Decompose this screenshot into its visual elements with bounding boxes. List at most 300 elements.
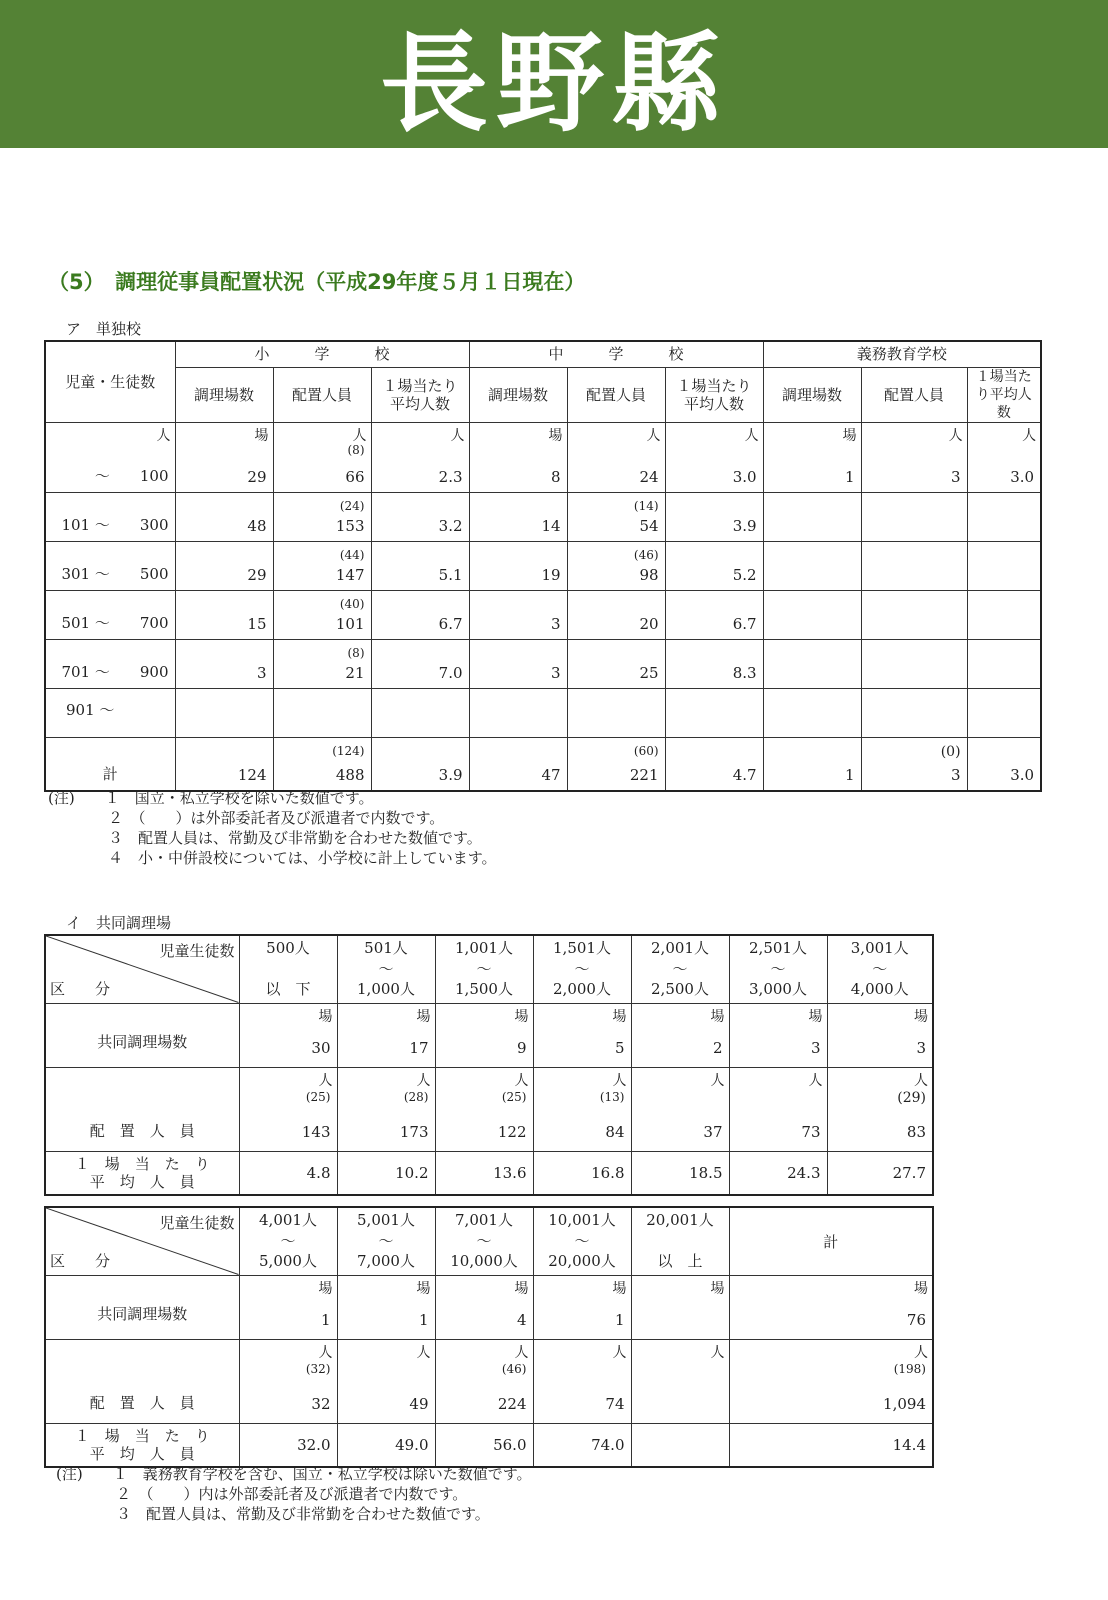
outsourced-count: (28) xyxy=(403,1089,429,1104)
cell-value: 47 xyxy=(541,766,561,784)
data-cell xyxy=(861,590,967,639)
unit-label: 場 xyxy=(914,1280,928,1297)
outsourced-count: (40) xyxy=(339,596,365,611)
data-cell xyxy=(435,1003,533,1067)
size-range-header xyxy=(337,1207,435,1275)
data-cell xyxy=(533,1151,631,1195)
size-range-header xyxy=(239,935,337,1003)
data-cell xyxy=(567,688,665,737)
cell-value: 122 xyxy=(497,1122,527,1141)
range-to: 4,000人 xyxy=(850,980,909,998)
data-cell xyxy=(469,492,567,541)
cell-value: 2.3 xyxy=(438,467,463,486)
data-cell xyxy=(567,737,665,791)
data-cell xyxy=(435,1339,533,1423)
range-separator: ～ xyxy=(476,1232,492,1250)
range-separator: ～ xyxy=(770,960,786,978)
data-cell xyxy=(469,590,567,639)
data-cell xyxy=(273,422,371,492)
data-cell xyxy=(729,1151,827,1195)
note-line: (注) １ 義務教育学校を含む、国立・私立学校は除いた数値です。 xyxy=(56,1465,532,1483)
note-line: ４ 小・中併設校については、小学校に計上しています。 xyxy=(48,849,497,867)
outsourced-count: (24) xyxy=(339,498,365,513)
cell-value: 4.7 xyxy=(732,766,757,784)
range-from: 3,001人 xyxy=(850,939,909,957)
unit-label: 人 xyxy=(646,427,661,444)
size-range-header xyxy=(729,1207,933,1275)
data-cell xyxy=(239,1275,337,1339)
outsourced-count: (44) xyxy=(339,547,365,562)
cell-value: 153 xyxy=(335,516,365,535)
data-cell xyxy=(967,541,1041,590)
range-from: 10,001人 xyxy=(548,1211,616,1229)
cell-value: 3.0 xyxy=(1010,467,1035,486)
data-cell xyxy=(567,492,665,541)
data-cell xyxy=(371,590,469,639)
column-header: 配置人員 xyxy=(273,367,371,422)
cell-value: 17 xyxy=(409,1038,429,1057)
range-from: 2,501人 xyxy=(749,939,807,957)
unit-label: 場 xyxy=(842,427,857,444)
header-row xyxy=(45,1207,933,1275)
data-cell xyxy=(273,688,371,737)
data-cell xyxy=(763,422,861,492)
cell-value: 3 xyxy=(916,1038,926,1057)
data-cell xyxy=(435,1275,533,1339)
cell-value: 24 xyxy=(639,467,659,486)
range-to: 3,000人 xyxy=(749,980,807,998)
outsourced-count: (60) xyxy=(633,743,659,758)
data-cell xyxy=(763,688,861,737)
cell-value: 49.0 xyxy=(395,1435,429,1454)
data-cell xyxy=(371,688,469,737)
range-from: 2,001人 xyxy=(651,939,709,957)
outsourced-count: (124) xyxy=(332,743,365,758)
data-cell xyxy=(827,1003,933,1067)
banner-title: 長野縣 xyxy=(379,21,728,147)
unit-label: 場 xyxy=(612,1008,627,1025)
unit-label: 場 xyxy=(548,427,563,444)
data-cell xyxy=(861,737,967,791)
cell-value: 15 xyxy=(247,614,267,633)
note-line: ２ （ ）は外部委託者及び派遣者で内数です。 xyxy=(48,809,445,827)
cell-value: 3.9 xyxy=(732,516,757,535)
average-row xyxy=(45,1423,933,1467)
range-to: 以 上 xyxy=(657,1252,703,1270)
sites-row xyxy=(45,1275,933,1339)
table-row xyxy=(45,688,1041,737)
column-header: 配置人員 xyxy=(567,367,665,422)
range-from: 20,001人 xyxy=(646,1211,714,1229)
cell-value: 32.0 xyxy=(297,1435,331,1454)
range-separator: ～ xyxy=(378,960,394,978)
outsourced-count: (198) xyxy=(893,1361,926,1376)
cell-value: 3 xyxy=(256,663,267,682)
corner-bottom-label: 区 分 xyxy=(50,1251,111,1270)
column-header: 調理場数 xyxy=(763,367,861,422)
average-row xyxy=(45,1151,933,1195)
range-text: ～ 100 xyxy=(94,466,169,485)
data-cell xyxy=(665,541,763,590)
data-cell xyxy=(665,422,763,492)
enrollment-range: 101 ～ 300 xyxy=(45,492,175,541)
data-cell xyxy=(533,1423,631,1467)
cell-value: 3 xyxy=(550,663,561,682)
cell-value: 20 xyxy=(639,614,659,633)
cell-value: 14 xyxy=(541,516,561,535)
size-range-header xyxy=(533,1207,631,1275)
table-row xyxy=(45,492,1041,541)
data-cell xyxy=(567,639,665,688)
enrollment-range: 701 ～ 900 xyxy=(45,639,175,688)
outsourced-count: (13) xyxy=(599,1089,625,1104)
outsourced-count: (32) xyxy=(305,1361,331,1376)
range-from: 500人 xyxy=(266,939,310,957)
cell-value: 25 xyxy=(639,663,659,682)
outsourced-count: (25) xyxy=(305,1089,331,1104)
outsourced-count: (8) xyxy=(347,645,365,660)
corner-cell xyxy=(45,1207,239,1275)
cell-value: 73 xyxy=(801,1122,821,1141)
data-cell xyxy=(175,639,273,688)
cell-value: 3.9 xyxy=(438,766,463,784)
range-separator: ～ xyxy=(378,1232,394,1250)
cell-value: 21 xyxy=(345,663,365,682)
enrollment-range: 501 ～ 700 xyxy=(45,590,175,639)
cell-value: 74 xyxy=(605,1394,625,1413)
unit-label: 人 xyxy=(710,1344,725,1361)
data-cell xyxy=(861,688,967,737)
range-from: 7,001人 xyxy=(455,1211,513,1229)
cell-value: 124 xyxy=(237,766,267,784)
data-cell xyxy=(273,492,371,541)
outsourced-count: (8) xyxy=(347,442,365,457)
range-separator: ～ xyxy=(280,1232,296,1250)
cell-value: 7.0 xyxy=(438,663,463,682)
data-cell xyxy=(337,1339,435,1423)
range-to: 10,000人 xyxy=(450,1252,518,1270)
unit-label: 場 xyxy=(914,1008,928,1025)
outsourced-count: (46) xyxy=(633,547,659,562)
data-cell xyxy=(665,492,763,541)
data-cell xyxy=(371,422,469,492)
unit-label: 人 xyxy=(744,427,759,444)
data-cell xyxy=(533,1339,631,1423)
data-cell xyxy=(533,1275,631,1339)
cell-value: 1,094 xyxy=(883,1394,926,1413)
data-cell xyxy=(967,688,1041,737)
data-cell xyxy=(533,1003,631,1067)
data-cell xyxy=(631,1275,729,1339)
data-cell xyxy=(273,590,371,639)
cell-value: 5 xyxy=(614,1038,625,1057)
table-row xyxy=(45,422,1041,492)
data-cell xyxy=(763,541,861,590)
range-to: 7,000人 xyxy=(357,1252,415,1270)
unit-label: 人 xyxy=(352,427,367,444)
cell-value: 101 xyxy=(335,614,365,633)
range-separator: ～ xyxy=(872,960,888,978)
enrollment-range xyxy=(45,422,175,492)
data-cell xyxy=(435,1067,533,1151)
cell-value: 6.7 xyxy=(438,614,463,633)
size-range-header xyxy=(435,935,533,1003)
data-cell xyxy=(435,1423,533,1467)
cell-value: 29 xyxy=(247,565,267,584)
cell-value: 3.0 xyxy=(732,467,757,486)
range-to: 2,000人 xyxy=(553,980,611,998)
range-from: 4,001人 xyxy=(259,1211,317,1229)
row-label-sites: 共同調理場数 xyxy=(45,1003,239,1067)
data-cell xyxy=(273,737,371,791)
outsourced-count: (14) xyxy=(633,498,659,513)
data-cell xyxy=(967,590,1041,639)
unit-label: 人 xyxy=(318,1072,333,1089)
column-header: 調理場数 xyxy=(469,367,567,422)
data-cell xyxy=(435,1151,533,1195)
data-cell xyxy=(763,492,861,541)
corner-cell xyxy=(45,935,239,1003)
table-row xyxy=(45,737,1041,791)
size-range-header xyxy=(435,1207,533,1275)
data-cell xyxy=(371,492,469,541)
data-cell xyxy=(967,422,1041,492)
cell-value: 224 xyxy=(497,1394,527,1413)
cell-value: 30 xyxy=(311,1038,331,1057)
unit-label: 人 xyxy=(416,1344,431,1361)
data-cell xyxy=(827,1067,933,1151)
data-cell xyxy=(567,422,665,492)
cell-value: 74.0 xyxy=(591,1435,625,1454)
unit-label: 場 xyxy=(808,1008,823,1025)
unit-label: 人 xyxy=(514,1344,529,1361)
unit-label: 人 xyxy=(612,1072,627,1089)
size-range-header xyxy=(533,935,631,1003)
cell-value: 3 xyxy=(951,467,961,486)
cell-value: 14.4 xyxy=(892,1435,926,1454)
stub-header: 児童・生徒数 xyxy=(45,341,175,422)
range-separator: ～ xyxy=(476,960,492,978)
joint-kitchen-table-1 xyxy=(44,934,934,1196)
note-line: ３ 配置人員は、常勤及び非常勤を合わせた数値です。 xyxy=(48,829,482,847)
size-range-header xyxy=(239,1207,337,1275)
row-label-staff: 配 置 人 員 xyxy=(45,1067,239,1151)
header-row xyxy=(45,935,933,1003)
unit-label: 人 xyxy=(710,1072,725,1089)
row-label-staff: 配 置 人 員 xyxy=(45,1339,239,1423)
data-cell xyxy=(239,1151,337,1195)
data-cell xyxy=(567,590,665,639)
range-separator: ～ xyxy=(574,1232,590,1250)
cell-value: 10.2 xyxy=(395,1163,429,1182)
cell-value: 1 xyxy=(418,1310,429,1329)
range-from: 1,501人 xyxy=(553,939,611,957)
unit-label: 場 xyxy=(710,1280,725,1297)
range-from: 5,001人 xyxy=(357,1211,415,1229)
staff-row xyxy=(45,1067,933,1151)
single-school-table xyxy=(44,340,1042,792)
size-range-header xyxy=(337,935,435,1003)
data-cell xyxy=(729,1423,933,1467)
prefecture-banner xyxy=(0,0,1108,148)
cell-value: 16.8 xyxy=(591,1163,625,1182)
corner-bottom-label: 区 分 xyxy=(50,979,111,998)
cell-value: 5.2 xyxy=(732,565,757,584)
unit-label: 人 xyxy=(514,1072,529,1089)
data-cell xyxy=(469,688,567,737)
unit-label: 人 xyxy=(450,427,465,444)
data-cell xyxy=(967,492,1041,541)
data-cell xyxy=(827,1151,933,1195)
cell-value: 6.7 xyxy=(732,614,757,633)
row-label-average: １ 場 当 た り 平 均 人 員 xyxy=(45,1423,239,1467)
data-cell xyxy=(337,1003,435,1067)
cell-value: 221 xyxy=(629,766,659,784)
size-range-header xyxy=(729,935,827,1003)
table-row xyxy=(45,541,1041,590)
row-label-sites: 共同調理場数 xyxy=(45,1275,239,1339)
data-cell xyxy=(175,737,273,791)
unit-label: 場 xyxy=(416,1008,431,1025)
data-cell xyxy=(631,1423,729,1467)
table-a-notes xyxy=(48,788,497,868)
data-cell xyxy=(861,541,967,590)
cell-value: 76 xyxy=(906,1310,926,1329)
table-a-label: ア 単独校 xyxy=(66,320,142,338)
cell-value: 3 xyxy=(550,614,561,633)
outsourced-count: (25) xyxy=(501,1089,527,1104)
data-cell xyxy=(239,1423,337,1467)
cell-value: 2 xyxy=(712,1038,723,1057)
unit-label: 人 xyxy=(948,427,963,444)
data-cell xyxy=(665,639,763,688)
data-cell xyxy=(967,639,1041,688)
range-to: 2,500人 xyxy=(651,980,709,998)
note-line: ２ （ ）内は外部委託者及び派遣者で内数です。 xyxy=(56,1485,468,1503)
data-cell xyxy=(469,737,567,791)
data-cell xyxy=(175,492,273,541)
table-b-label: イ 共同調理場 xyxy=(66,914,172,932)
corner-top-label: 児童生徒数 xyxy=(159,942,235,960)
unit-label: 人 xyxy=(156,427,171,444)
unit-label: 場 xyxy=(416,1280,431,1297)
data-cell xyxy=(273,541,371,590)
column-header: １場当た り平均人 数 xyxy=(967,367,1041,422)
data-cell xyxy=(239,1067,337,1151)
range-separator: ～ xyxy=(574,960,590,978)
cell-value: 8.3 xyxy=(732,663,757,682)
cell-value: 98 xyxy=(639,565,659,584)
data-cell xyxy=(763,737,861,791)
unit-label: 場 xyxy=(710,1008,725,1025)
data-cell xyxy=(665,590,763,639)
note-line: (注) １ 国立・私立学校を除いた数値です。 xyxy=(48,789,374,807)
range-to: 5,000人 xyxy=(259,1252,317,1270)
unit-label: 人 xyxy=(416,1072,431,1089)
data-cell xyxy=(337,1151,435,1195)
range-to: 以 下 xyxy=(265,980,311,998)
data-cell xyxy=(861,422,967,492)
data-cell xyxy=(861,639,967,688)
sites-row xyxy=(45,1003,933,1067)
range-from: 1,001人 xyxy=(455,939,513,957)
unit-label: 場 xyxy=(514,1280,529,1297)
group-elementary: 小 学 校 xyxy=(175,341,469,367)
enrollment-range: 301 ～ 500 xyxy=(45,541,175,590)
data-cell xyxy=(763,590,861,639)
range-to: 1,000人 xyxy=(357,980,415,998)
cell-value: 143 xyxy=(301,1122,331,1141)
outsourced-count: (29) xyxy=(897,1089,926,1106)
note-line: ３ 配置人員は、常勤及び非常勤を合わせた数値です。 xyxy=(56,1505,490,1523)
cell-value: 56.0 xyxy=(493,1435,527,1454)
cell-value: 18.5 xyxy=(689,1163,723,1182)
data-cell xyxy=(175,541,273,590)
cell-value: 3 xyxy=(951,766,961,784)
header-text: 計 xyxy=(823,1232,839,1251)
cell-value: 24.3 xyxy=(787,1163,821,1182)
corner-top-label: 児童生徒数 xyxy=(159,1214,235,1232)
data-cell xyxy=(371,541,469,590)
cell-value: 1 xyxy=(614,1310,625,1329)
cell-value: 54 xyxy=(639,516,659,535)
cell-value: 173 xyxy=(399,1122,429,1141)
group-compulsory: 義務教育学校 xyxy=(763,341,1041,367)
data-cell xyxy=(175,590,273,639)
data-cell xyxy=(175,688,273,737)
group-junior-high: 中 学 校 xyxy=(469,341,763,367)
cell-value: 32 xyxy=(311,1394,331,1413)
cell-value: 84 xyxy=(605,1122,625,1141)
data-cell xyxy=(337,1067,435,1151)
cell-value: 4.8 xyxy=(306,1163,331,1182)
enrollment-range: 901 ～ xyxy=(45,688,175,737)
size-range-header xyxy=(827,935,933,1003)
size-range-header xyxy=(631,935,729,1003)
cell-value: 49 xyxy=(409,1394,429,1413)
unit-label: 場 xyxy=(318,1008,333,1025)
cell-value: 27.7 xyxy=(892,1163,926,1182)
cell-value: 5.1 xyxy=(438,565,463,584)
data-cell xyxy=(665,737,763,791)
range-to: 1,500人 xyxy=(455,980,513,998)
unit-label: 人 xyxy=(914,1072,928,1089)
total-label: 計 xyxy=(45,737,175,791)
data-cell xyxy=(371,737,469,791)
unit-label: 人 xyxy=(612,1344,627,1361)
data-cell xyxy=(631,1067,729,1151)
unit-label: 場 xyxy=(318,1280,333,1297)
data-cell xyxy=(337,1275,435,1339)
cell-value: 13.6 xyxy=(493,1163,527,1182)
cell-value: 48 xyxy=(247,516,267,535)
unit-label: 人 xyxy=(318,1344,333,1361)
data-cell xyxy=(967,737,1041,791)
column-header: １場当たり 平均人数 xyxy=(665,367,763,422)
unit-label: 場 xyxy=(612,1280,627,1297)
staff-row xyxy=(45,1339,933,1423)
outsourced-count: (46) xyxy=(501,1361,527,1376)
data-cell xyxy=(337,1423,435,1467)
data-cell xyxy=(729,1067,827,1151)
data-cell xyxy=(469,639,567,688)
data-cell xyxy=(469,541,567,590)
unit-label: 場 xyxy=(254,427,269,444)
range-from: 501人 xyxy=(364,939,408,957)
data-cell xyxy=(729,1003,827,1067)
cell-value: 66 xyxy=(345,467,365,486)
unit-label: 人 xyxy=(808,1072,823,1089)
